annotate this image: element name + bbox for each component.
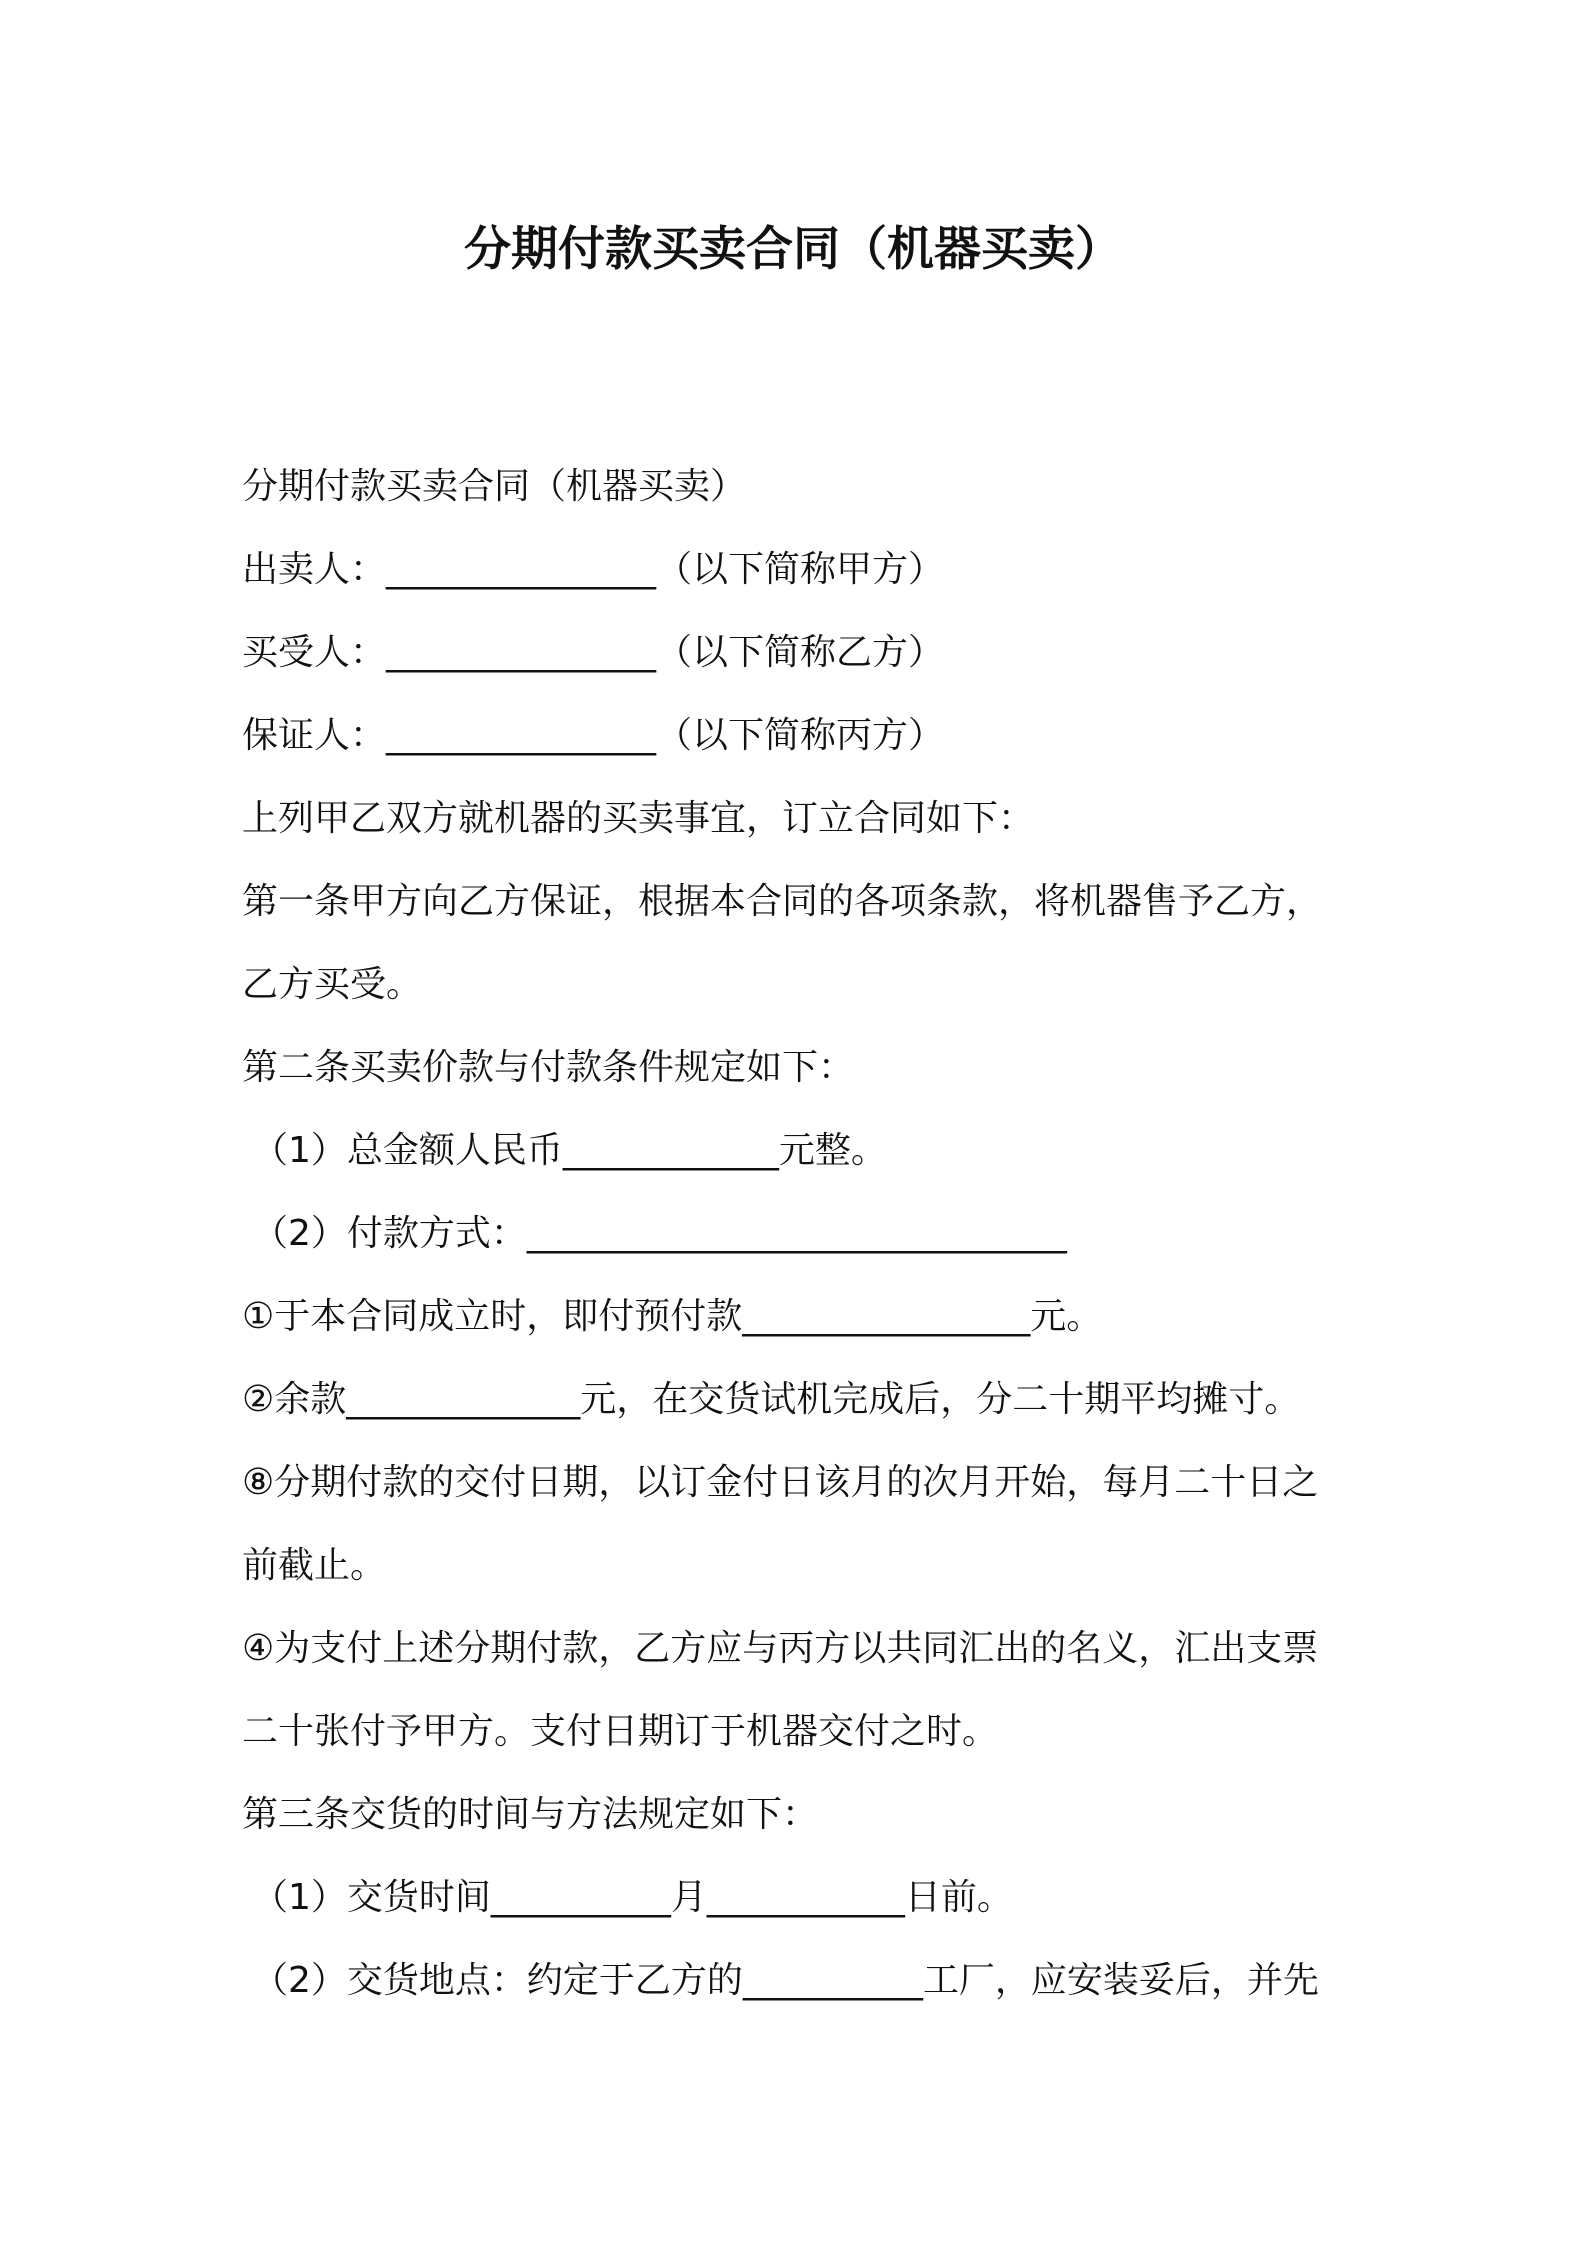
document-body: [242, 445, 1362, 2022]
line-subtitle: 分期付款买卖合同（机器买卖）: [242, 466, 747, 507]
line-buyer: 买受人：_______________（以下简称乙方）: [242, 632, 945, 673]
line-article-1: 第一条甲方向乙方保证，根据本合同的各项条款，将机器售予乙方，: [242, 881, 1323, 922]
line-sub-2: ②余款_____________元，在交货试机完成后，分二十期平均摊寸。: [242, 1379, 1301, 1420]
line-sub-3: ⑧分期付款的交付日期，以订金付日该月的次月开始，每月二十日之: [242, 1462, 1319, 1503]
document-title: 分期付款买卖合同（机器买卖）: [464, 222, 1122, 277]
line-seller: 出卖人：_______________（以下简称甲方）: [242, 549, 945, 590]
line-sub-3-cont: 前截止。: [242, 1545, 387, 1586]
line-article-3: 第三条交货的时间与方法规定如下：: [242, 1794, 819, 1835]
line-article-1-cont: 乙方买受。: [242, 964, 423, 1005]
line-article-2: 第二条买卖价款与付款条件规定如下：: [242, 1047, 855, 1088]
line-guarantor: 保证人：_______________（以下简称丙方）: [242, 715, 945, 756]
line-item-delivery-time: （1）交货时间__________月___________日前。: [252, 1877, 1013, 1918]
line-sub-4: ④为支付上述分期付款，乙方应与丙方以共同汇出的名义，汇出支票: [242, 1628, 1319, 1669]
line-item-total: （1）总金额人民币____________元整。: [252, 1130, 887, 1171]
line-sub-4-cont: 二十张付予甲方。支付日期订于机器交付之时。: [242, 1711, 999, 1752]
line-sub-1: ①于本合同成立时，即付预付款________________元。: [242, 1296, 1103, 1337]
line-preamble: 上列甲乙双方就机器的买卖事宜，订立合同如下：: [242, 798, 1035, 839]
line-item-payment-method: （2）付款方式：______________________________: [252, 1213, 1067, 1254]
line-item-delivery-place: （2）交货地点：约定于乙方的__________工厂，应安装妥后，并先: [252, 1960, 1319, 2001]
